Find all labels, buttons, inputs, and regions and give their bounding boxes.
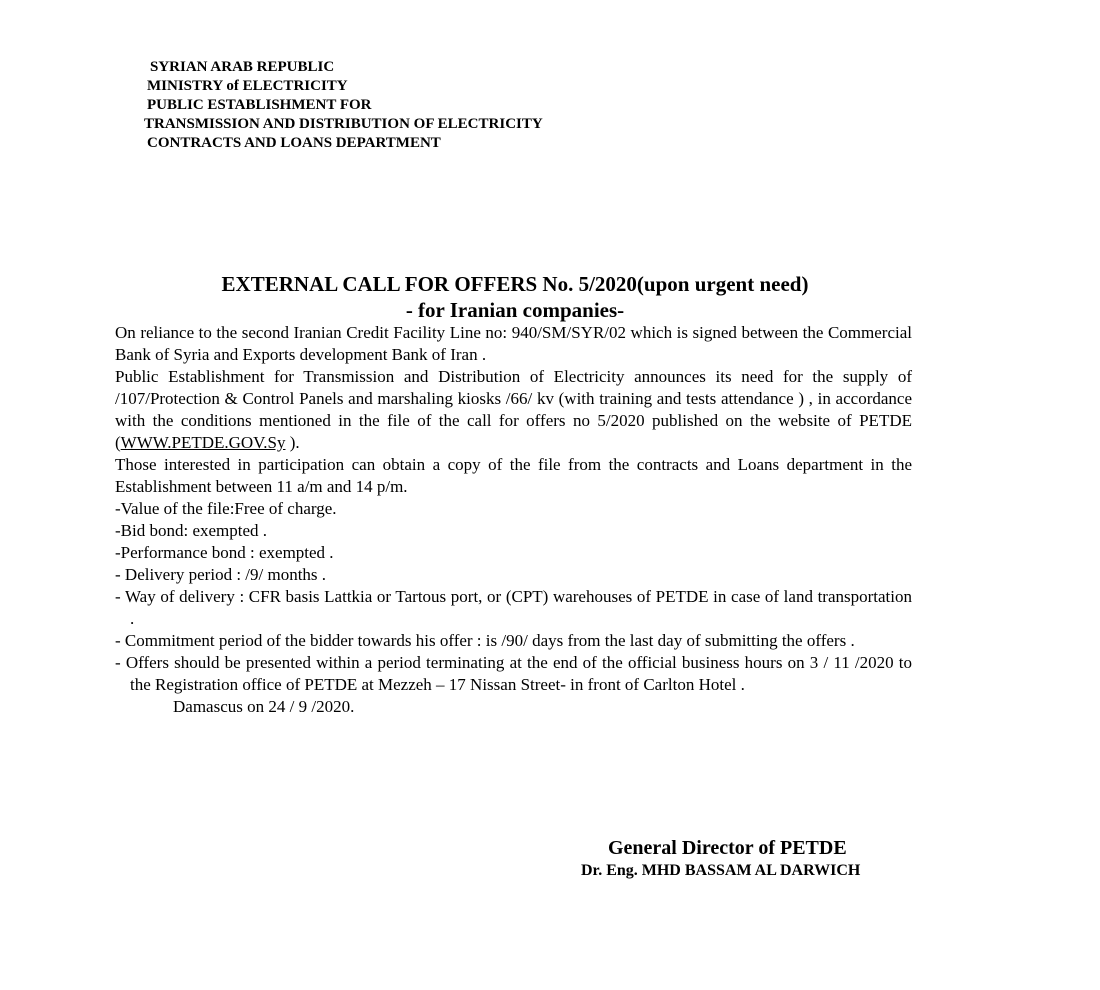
letterhead-establishment: PUBLIC ESTABLISHMENT FOR <box>147 97 372 113</box>
website-link[interactable]: WWW.PETDE.GOV.Sy <box>120 433 286 452</box>
condition-file-value: -Value of the file:Free of charge. <box>115 499 337 518</box>
signatory-title: General Director of PETDE <box>608 837 847 859</box>
announcement-title <box>115 270 915 322</box>
condition-bid-bond: -Bid bond: exempted . <box>115 521 268 540</box>
letterhead-department: CONTRACTS AND LOANS DEPARTMENT <box>147 135 441 151</box>
call-title: EXTERNAL CALL FOR OFFERS No. 5/2020(upon urgent need) <box>221 272 809 296</box>
letterhead-ministry: MINISTRY of ELECTRICITY <box>147 78 348 94</box>
participation-paragraph: Those interested in participation can obtain a copy of the file from the contracts and Loans department in the Establishment between 11 a/m and 14 p/m. <box>115 455 912 496</box>
letterhead-establishment-name: TRANSMISSION AND DISTRIBUTION OF ELECTRICITY <box>144 116 543 132</box>
condition-delivery-period: - Delivery period : /9/ months . <box>115 565 327 584</box>
supply-text: Public Establishment for Transmission and Distribution of Electricity announces its need for the supply of /107/Protection & Control Panels and marshaling kiosks /66/ kv (with training and tests attendance ) , in accordance with the conditions mentioned in the file of the call for offers no 5/2020 published on the website of PETDE ( <box>115 367 912 452</box>
condition-performance-bond: -Performance bond : exempted . <box>115 543 334 562</box>
signatory-name: Dr. Eng. MHD BASSAM AL DARWICH <box>581 862 861 879</box>
credit-line-paragraph: On reliance to the second Iranian Credit Facility Line no: 940/SM/SYR/02 which is signed between the Commercial Bank of Syria and Exports development Bank of Iran . <box>115 323 912 364</box>
condition-commitment-period: - Commitment period of the bidder towards his offer : is /90/ days from the last day of submitting the offers . <box>115 631 855 650</box>
condition-delivery-way: - Way of delivery : CFR basis Lattkia or Tartous port, or (CPT) warehouses of PETDE in case of land transportation . <box>115 587 912 628</box>
condition-submission-deadline: - Offers should be presented within a period terminating at the end of the official business hours on 3 / 11 /2020 to the Registration office of PETDE at Mezzeh – 17 Nissan Street- in front of Carlton Hotel . <box>115 653 912 694</box>
letterhead-country: SYRIAN ARAB REPUBLIC <box>150 59 335 75</box>
call-subtitle: - for Iranian companies- <box>405 298 625 322</box>
announcement-body <box>115 322 912 718</box>
supply-text-end: ). <box>285 433 300 452</box>
signature-block <box>560 836 920 882</box>
document-date: Damascus on 24 / 9 /2020. <box>173 697 355 716</box>
supply-paragraph <box>115 366 912 454</box>
